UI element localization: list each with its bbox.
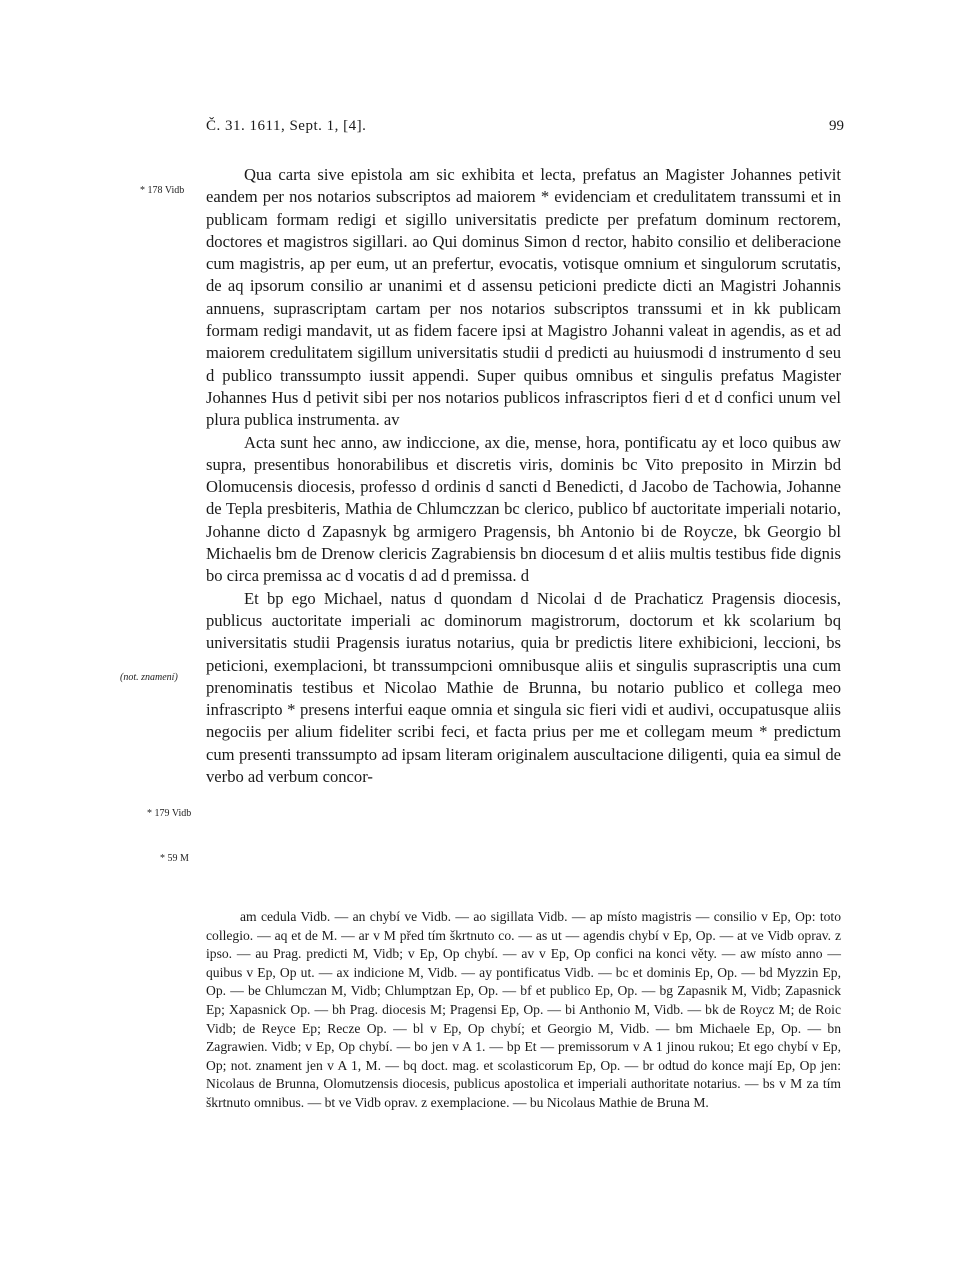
main-text [206,164,841,788]
footnotes [206,908,841,1113]
paragraph: Qua carta sive epistola am sic exhibita et lecta, prefatus an Magister Johannes petivit eandem per nos notarios subscriptos ad maiorem * evidenciam et credulitatem transsumi et in publicam formam redigi et sigillo universitatis predicte per prefatum dominum rectorem, doctores et magistros sigillari. ao Qui dominus Simon d rector, habito consilio et deliberacione cum magistris, ap per eum, ut an prefertur, evocatis, votisque omnium et singulorum scrutatis, de aq ipsorum consilio ar unanimi et d assensu peticioni predicte dicti an Magistri Johannis annuens, suprascriptam cartam per nos notarios subscriptos transsumi et in kk publicam formam redigi mandavit, ut as fidem facere ipsi at Magistro Johanni valeat in agendis, as et ad maiorem credulitatem sigillum universitatis studii d predicti au huiusmodi d instrumento d seu d publico transsumpto iussit appendi. Super quibus omnibus et singulis prefatus Magister Johannes Hus d petivit sibi per nos notarios publicos infrascriptos fieri d et d confici unum vel plura publica instrumenta. av [206,165,841,430]
header-reference: Č. 31. 1611, Sept. 1, [4]. [206,118,367,134]
paragraph: Et bp ego Michael, natus d quondam d Nicolai d de Prachaticz Pragensis diocesis, publicus auctoritate imperiali ac dominorum magistrorum, doctorum et kk scolarium bq universitatis studii Pragensis iuratus notarius, quia br predictis litere exhibicioni, leccioni, bs peticioni, exemplacioni, bt transsumpcioni omnibusque aliis et singulis suprascriptis una cum prenominatis testibus et Nicolao Mathie de Brunna, bu notario publico et collega meo infrascripto * presens interfui eaque omnia et singula sic fieri vidi et audivi, occupatusque aliis negociis per alium fideliter scribi feci, et facta prius per me et collegam meum * predictum cum presenti transsumpto ad ipsam literam originalem auscultacione diligenti, quia ea simul de verbo ad verbum concor- [206,588,841,787]
margin-note-notary-sign: (not. znamení) [120,672,178,683]
margin-note-59-m: * 59 M [160,853,189,864]
page-number: 99 [829,118,844,134]
running-header [206,118,844,140]
margin-note-178-vidb: * 178 Vidb [140,185,185,196]
footnote-apparatus: am cedula Vidb. — an chybí ve Vidb. — ao sigillata Vidb. — ap místo magistris — consilio v Ep, Op: toto collegio. — aq et de M. — ar v M před tím škrtnuto co. — as ut — agendis chybí v Ep, Op. — at ve Vidb oprav. z ipso. — au Prag. predicti M, Vidb; v Ep, Op chybí. — av v Ep, Op confici na konci věty. — aw místo anno — quibus v Ep, Op ut. — ax indicione M, Vidb. — ay pontificatus Vidb. — bc et dominis Ep, Op. — bd Myzzin Ep, Op. — be Chlumczan M, Vidb; Chlumptzan Ep, Op. — bf et publico Ep, Op. — bg Zapasnik M, Vidb; Zapasnick Ep; Xapasnick Op. — bh Prag. diocesis M; Pragensi Ep, Op. — bi Anthonio M, Vidb. — bk de Roycz M; de Roic Vidb; de Reyce Ep; Recze Op. — bl v Ep, Op chybí; et Georgio M, Vidb. — bm Michaele Ep, Op. — bn Zagrawien. Vidb; v Ep, Op chybí. — bo jen v A 1. — bp Et — premissorum v A 1 jinou rukou; Et ego chybí v Ep, Op; not. znament jen v A 1, M. — bq doct. mag. et scolasticorum Ep, Op. — br odtud do konce mají Ep, Op jen: Nicolaus de Brunna, Olomutzensis diocesis, publicus apostolica et imperiali authoritate notarius. — bs v M za tím škrtnuto omnibus. — bt ve Vidb oprav. z exemplacione. — bu Nicolaus Mathie de Bruna M. [206,909,841,1110]
margin-note-179-vidb: * 179 Vidb [147,808,192,819]
paragraph: Acta sunt hec anno, aw indiccione, ax die, mense, hora, pontificatu ay et loco quibus aw supra, presentibus honorabilibus et discretis viris, dominis bc Vito preposito in Mirzin bd Olomucensis diocesis, professo d ordinis d sancti d Benedicti, d Jacobo de Tachowia, Johanne de Tepla presbiteris, Mathia de Chlumczzan bc clerico, publico bf auctoritate imperiali notario, Johanne dicto d Zapasnyk bg armigero Pragensis, bh Antonio bi de Roycze, bk Georgio bl Michaelis bm de Drenow clericis Zagrabiensis bn diocesum d et aliis multis testibus fide dignis bo circa premissa ac d vocatis d ad d premissa. d [206,432,841,586]
